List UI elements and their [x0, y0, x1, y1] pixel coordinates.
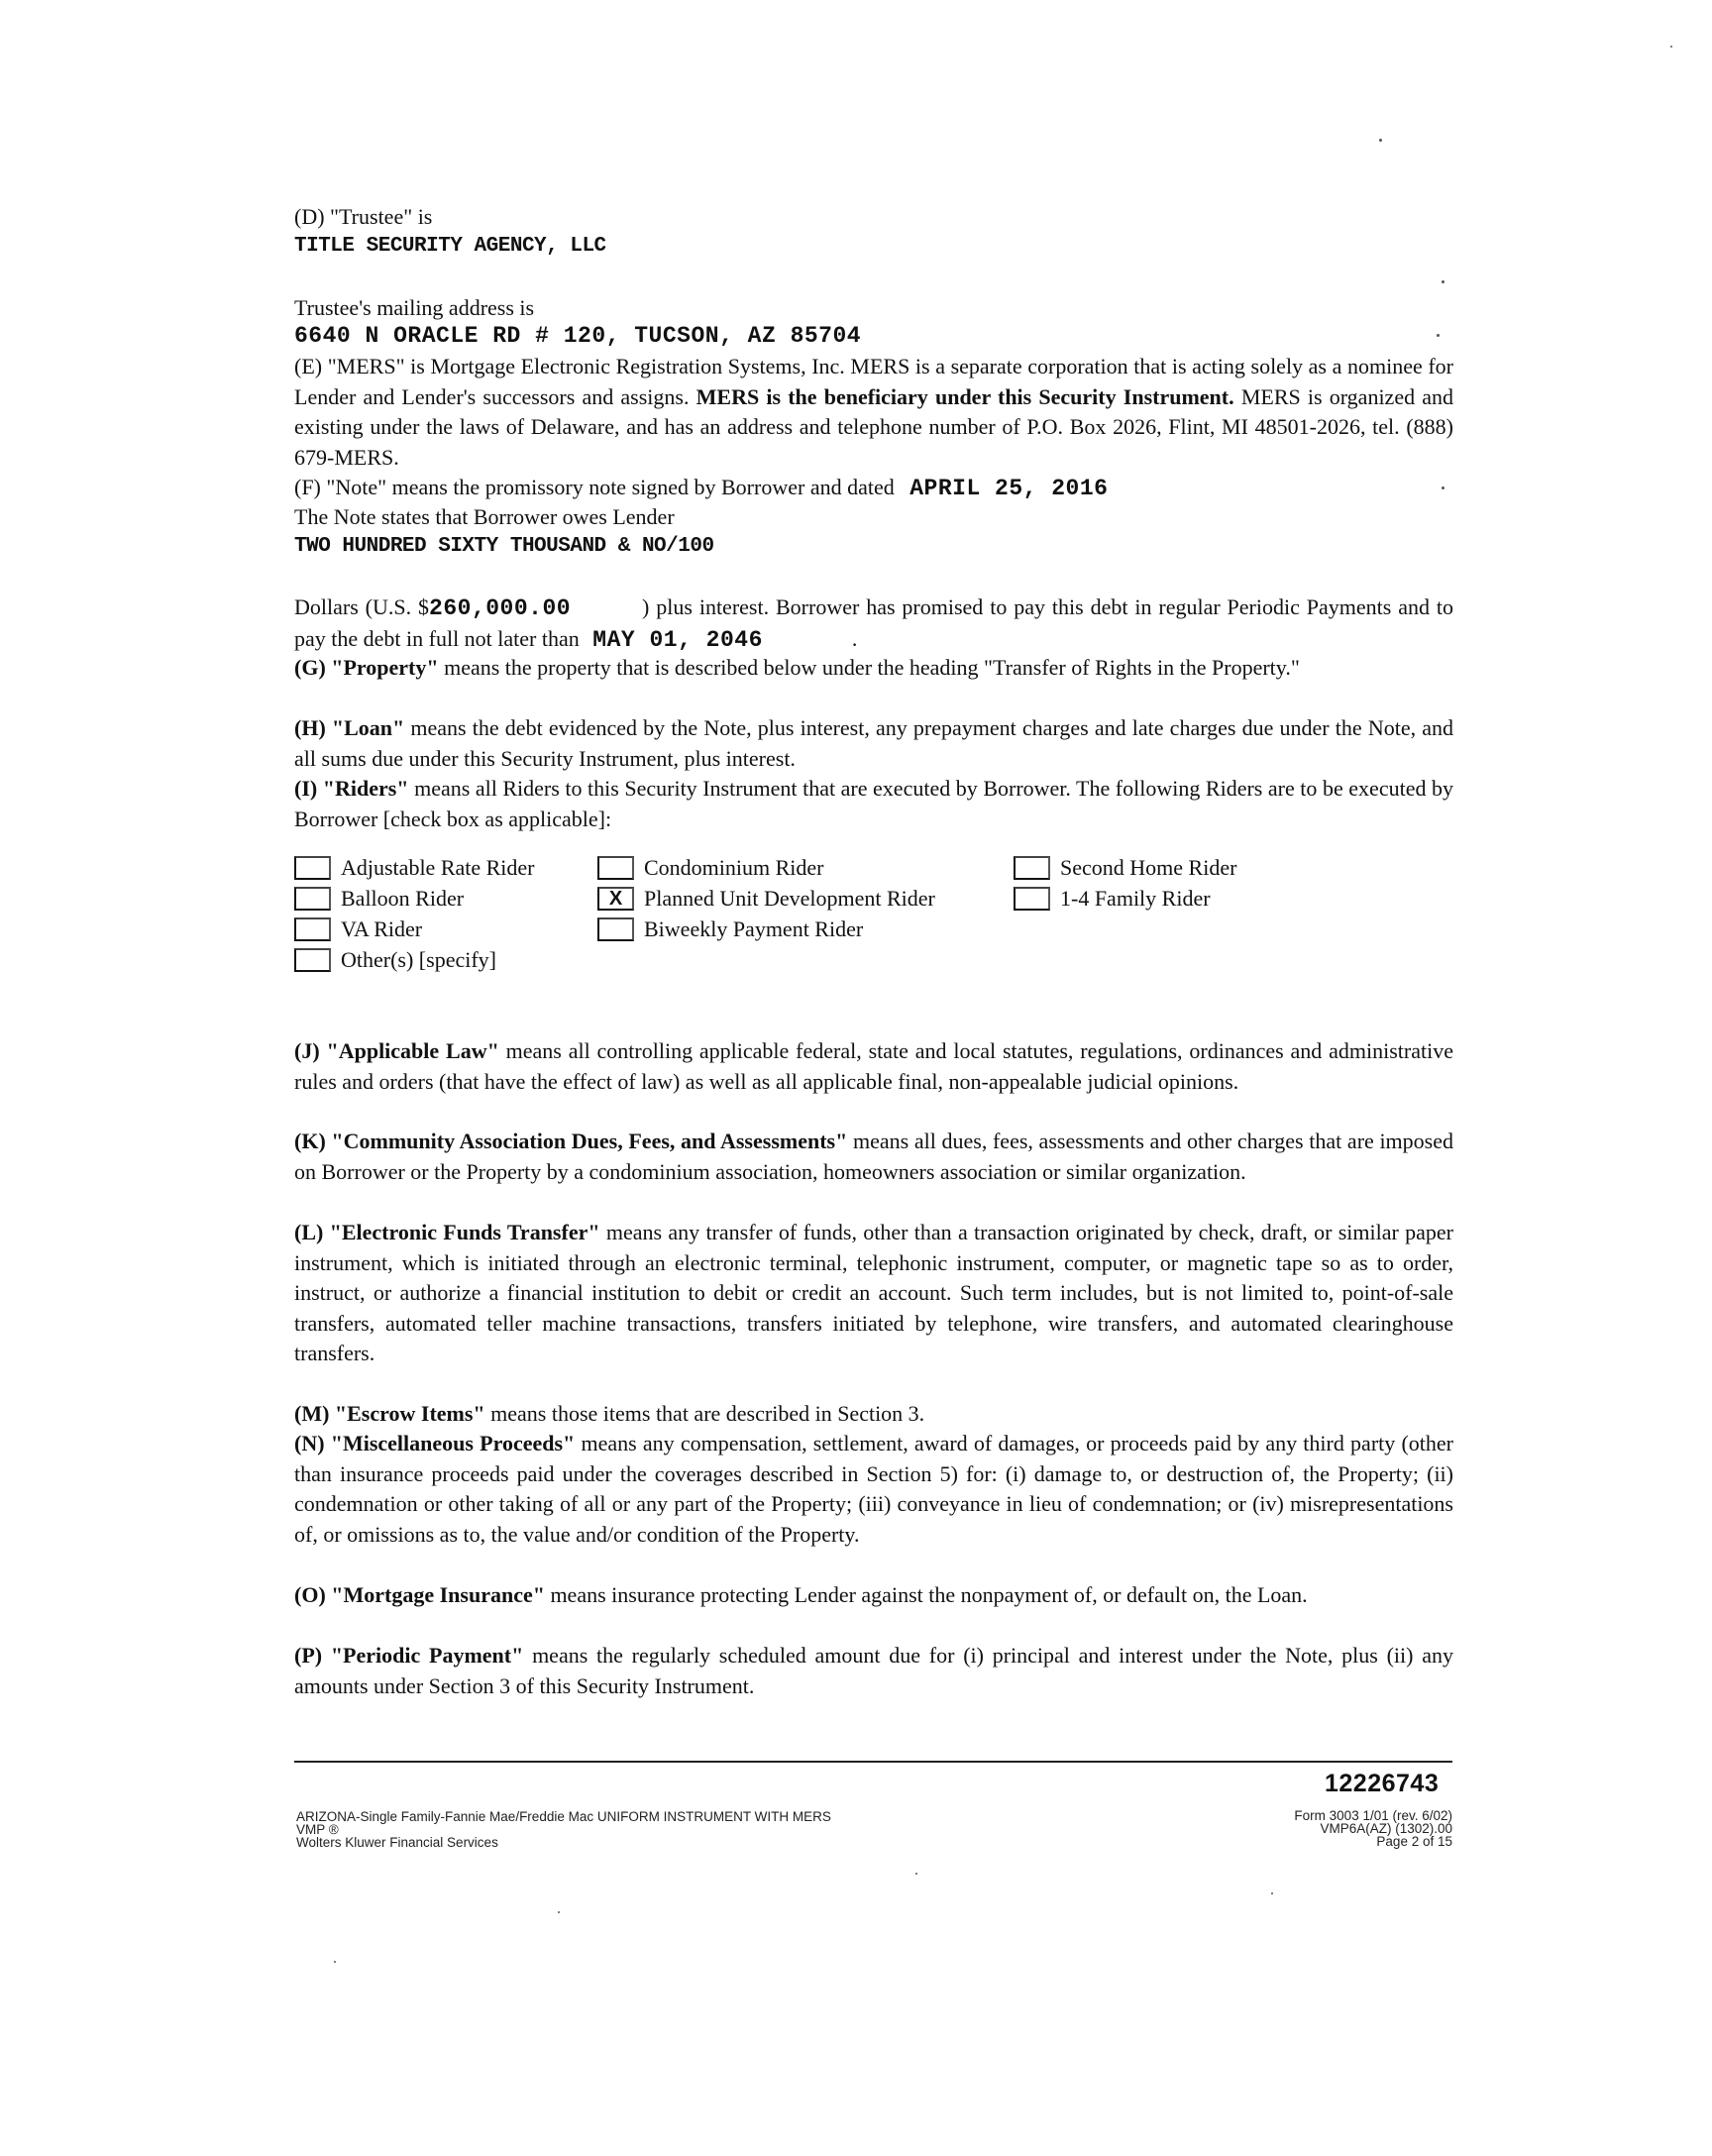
footer-vmp-mark: VMP ®	[296, 1822, 339, 1837]
footer-divider	[294, 1761, 1452, 1763]
trustee-name: TITLE SECURITY AGENCY, LLC	[294, 235, 606, 258]
document-number: 12226743	[1325, 1770, 1440, 1797]
community-dues-term: (K) "Community Association Dues, Fees, and Assessments"	[294, 1129, 848, 1153]
escrow-items-text: means those items that are described in Section 3.	[484, 1401, 925, 1426]
note-date: APRIL 25, 2016	[910, 476, 1109, 501]
checkbox[interactable]	[294, 948, 331, 972]
riders-checklist	[294, 854, 1285, 981]
dollars-prefix: Dollars (U.S. $	[294, 594, 430, 619]
community-dues-definition	[294, 1127, 1453, 1187]
footer-publisher: Wolters Kluwer Financial Services	[296, 1835, 498, 1850]
rider-label: Balloon Rider	[341, 886, 465, 911]
periodic-payment-definition	[294, 1641, 1453, 1701]
note-amount: 260,000.00	[429, 595, 572, 621]
rider-label: Second Home Rider	[1060, 855, 1237, 880]
scan-speck	[915, 1873, 917, 1875]
rider-label: VA Rider	[341, 916, 423, 941]
checkbox[interactable]	[1014, 856, 1050, 880]
mortgage-insurance-text: means insurance protecting Lender against the nonpayment of, or default on, the Loan.	[544, 1582, 1308, 1607]
rider-label: Planned Unit Development Rider	[644, 886, 935, 911]
maturity-date: MAY 01, 2046	[592, 626, 763, 653]
mers-lead-text: (E) "MERS" is Mortgage Electronic Registration Systems, Inc. MERS is a separate corporation that is acting solely as a nominee for Lender and Lender's successors and assigns.	[294, 354, 1453, 409]
note-text: (F) "Note" means the promissory note signed by Borrower and dated	[294, 475, 895, 499]
scan-speck	[334, 1961, 336, 1963]
misc-proceeds-term: (N) "Miscellaneous Proceeds"	[294, 1431, 576, 1455]
note-amount-words: TWO HUNDRED SIXTY THOUSAND & NO/100	[294, 535, 714, 558]
note-dollars-paragraph	[294, 593, 1453, 655]
note-definition	[294, 473, 1108, 503]
trustee-address-label: Trustee's mailing address is	[294, 295, 535, 320]
periodic-payment-term: (P) "Periodic Payment"	[294, 1643, 524, 1668]
rider-label: 1-4 Family Rider	[1060, 886, 1211, 911]
footer-vmp-code: VMP6A(AZ) (1302).00	[1320, 1821, 1452, 1836]
rider-label: Condominium Rider	[644, 855, 824, 880]
checkbox[interactable]	[1014, 887, 1050, 911]
misc-proceeds-text: means any compensation, settlement, award of damages, or proceeds paid by any third party (other than insurance proceeds paid under the coverages described in Section 5) for: (i) damage to, or destruction of, the Property; (ii) condemnation or other taking of all or any part of the Property; (iii) conveyance in lieu of condemnation; or (iv) misrepresentations of, or omissions as to, the value and/or condition of the Property.	[294, 1431, 1453, 1547]
riders-term: (I) "Riders"	[294, 776, 409, 801]
mortgage-insurance-definition	[294, 1580, 1453, 1611]
mers-beneficiary-text: MERS is the beneficiary under this Security Instrument.	[696, 383, 1234, 409]
loan-text: means the debt evidenced by the Note, plus interest, any prepayment charges and late charges due under the Note, and all sums due under this Security Instrument, plus interest.	[294, 715, 1454, 771]
eft-definition	[294, 1218, 1453, 1369]
escrow-items-term: (M) "Escrow Items"	[294, 1401, 485, 1426]
trustee-label: (D) "Trustee" is	[294, 204, 433, 229]
applicable-law-term: (J) "Applicable Law"	[294, 1038, 499, 1063]
scan-speck	[1442, 280, 1444, 283]
applicable-law-definition	[294, 1036, 1453, 1097]
eft-term: (L) "Electronic Funds Transfer"	[294, 1220, 600, 1244]
trustee-address: 6640 N ORACLE RD # 120, TUCSON, AZ 85704	[294, 323, 862, 349]
rider-label: Adjustable Rate Rider	[341, 855, 535, 880]
checkbox[interactable]	[294, 917, 331, 941]
scan-speck	[1442, 486, 1444, 489]
maturity-end: .	[851, 625, 858, 651]
footer-page-number: Page 2 of 15	[1376, 1834, 1452, 1849]
community-dues-text: means all dues, fees, assessments and other charges that are imposed on Borrower or the Property by a condominium association, homeowners association or similar organization.	[294, 1129, 1453, 1184]
checkbox[interactable]	[294, 887, 331, 911]
dollars-suffix: ) plus interest. Borrower has promised to pay this debt in regular Periodic Payments and to pay the debt in full not later than	[294, 594, 1454, 651]
riders-text: means all Riders to this Security Instrument that are executed by Borrower. The following Riders are to be executed by Borrower [check box as applicable]:	[294, 776, 1454, 831]
checkbox[interactable]	[294, 856, 331, 880]
scan-speck	[558, 1911, 560, 1913]
checkbox[interactable]	[597, 917, 634, 941]
scan-speck	[1437, 334, 1440, 337]
applicable-law-text: means all controlling applicable federal, state and local statutes, regulations, ordinances and administrative rules and orders (that have the effect of law) as well as all applicable final, non-appealable judicial opinions.	[294, 1038, 1453, 1094]
footer-instrument-title: ARIZONA-Single Family-Fannie Mae/Freddie Mac UNIFORM INSTRUMENT WITH MERS	[296, 1809, 831, 1824]
mortgage-insurance-term: (O) "Mortgage Insurance"	[294, 1582, 545, 1607]
rider-label: Biweekly Payment Rider	[644, 916, 864, 941]
checkbox[interactable]: X	[597, 887, 634, 911]
scan-speck	[1379, 139, 1382, 142]
misc-proceeds-definition	[294, 1429, 1453, 1550]
escrow-items-definition	[294, 1399, 1453, 1430]
property-definition	[294, 653, 1453, 684]
periodic-payment-text: means the regularly scheduled amount due for (i) principal and interest under the Note, plus (ii) any amounts under Section 3 of this Security Instrument.	[294, 1643, 1453, 1698]
footer-form-id: Form 3003 1/01 (rev. 6/02)	[1294, 1808, 1452, 1823]
footer-form-info	[296, 1809, 831, 1850]
rider-label: Other(s) [specify]	[341, 947, 496, 972]
footer-form-number	[1294, 1809, 1452, 1848]
eft-text: means any transfer of funds, other than a transaction originated by check, draft, or similar paper instrument, which is initiated through an electronic terminal, telephonic instrument, computer, or magnetic tape so as to order, instruct, or authorize a financial institution to debit or credit an account. Such term includes, but is not limited to, point-of-sale transfers, automated teller machine transactions, transfers initiated by telephone, wire transfers, and automated clearinghouse transfers.	[294, 1220, 1453, 1365]
loan-term: (H) "Loan"	[294, 715, 405, 740]
mers-definition	[294, 352, 1453, 473]
note-owes: The Note states that Borrower owes Lender	[294, 504, 675, 529]
checkbox[interactable]	[597, 856, 634, 880]
mers-rest-text: MERS is organized and existing under the laws of Delaware, and has an address and telephone number of P.O. Box 2026, Flint, MI 48501-2026, tel. (888) 679-MERS.	[294, 383, 1454, 470]
scan-speck	[1271, 1892, 1273, 1894]
property-term: (G) "Property"	[294, 655, 439, 680]
riders-definition	[294, 774, 1453, 834]
loan-definition	[294, 713, 1453, 774]
property-text: means the property that is described below under the heading "Transfer of Rights in the Property."	[438, 655, 1300, 680]
scan-speck	[1670, 46, 1672, 48]
